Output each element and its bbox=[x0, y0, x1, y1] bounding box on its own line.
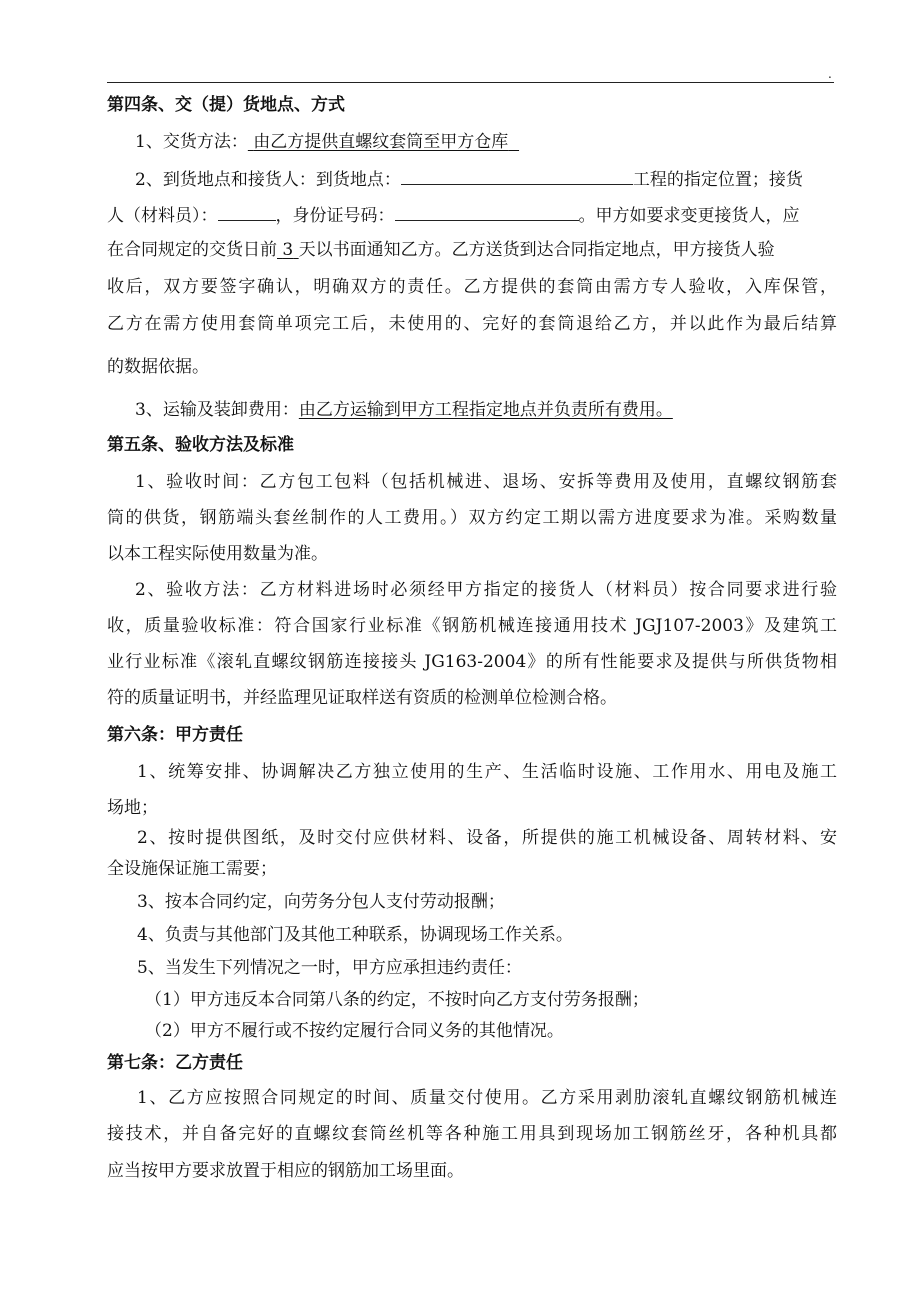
s4-transport-cost-label: 3、运输及装卸费用： bbox=[135, 400, 299, 420]
s4-transport-cost bbox=[107, 400, 837, 420]
s4-receiver-text-c: 人（材料员）： bbox=[107, 206, 218, 226]
s6-item-1-line-2: 场地； bbox=[107, 798, 158, 818]
s4-delivery-method-value: 由乙方提供直螺纹套筒至甲方仓库 bbox=[253, 132, 509, 152]
s4-transport-cost-value: 由乙方运输到甲方工程指定地点并负责所有费用。 bbox=[298, 400, 673, 420]
s5-inspection-method-line-2: 收，质量验收标准：符合国家行业标准《钢筋机械连接通用技术 JGJ107-2003》及建筑工 bbox=[107, 616, 837, 636]
s6-item-4: 4、负责与其他部门及其他工种联系，协调现场工作关系。 bbox=[137, 925, 573, 945]
s5-inspection-time-line-2: 筒的供货，钢筋端头套丝制作的人工费用。）双方约定工期以需方进度要求为准。采购数量 bbox=[107, 508, 837, 528]
s6-item-2-line-1: 2、按时提供图纸，及时交付应供材料、设备，所提供的施工机械设备、周转材料、安 bbox=[137, 828, 837, 848]
s4-delivery-method bbox=[107, 132, 837, 152]
s5-inspection-method-line-3: 业行业标准《滚轧直螺纹钢筋连接接头 JG163-2004》的所有性能要求及提供与所供货物相 bbox=[107, 652, 837, 672]
s5-inspection-method-line-4: 符的质量证明书，并经监理见证取样送有资质的检测单位检测合格。 bbox=[107, 688, 617, 708]
s6-item-5: 5、当发生下列情况之一时，甲方应承担违约责任： bbox=[137, 958, 522, 978]
id-number-blank bbox=[395, 204, 579, 221]
section-6-title: 第六条：甲方责任 bbox=[107, 725, 243, 745]
s5-inspection-time-line-3: 以本工程实际使用数量为准。 bbox=[107, 544, 328, 564]
s7-item-1-line-1: 1、乙方应按照合同规定的时间、质量交付使用。乙方采用剥肋滚轧直螺纹钢筋机械连 bbox=[137, 1088, 837, 1108]
s4-receiver-line-6: 的数据依据。 bbox=[107, 357, 209, 377]
s4-receiver-text-b: 工程的指定位置；接货 bbox=[632, 170, 803, 190]
s6-item-1-line-1: 1、统筹安排、协调解决乙方独立使用的生产、生活临时设施、工作用水、用电及施工 bbox=[137, 762, 837, 782]
header-dot: . bbox=[828, 67, 832, 81]
s4-receiver-text-f: 在合同规定的交货日前 bbox=[107, 240, 277, 260]
s4-receiver-text-e: 。甲方如要求变更接货人，应 bbox=[578, 206, 800, 226]
s4-receiver-text-d: ，身份证号码： bbox=[275, 206, 395, 226]
s6-item-3: 3、按本合同约定，向劳务分包人支付劳动报酬； bbox=[137, 892, 505, 912]
s4-receiver-text-g: 天以书面通知乙方。乙方送货到达合同指定地点，甲方接货人验 bbox=[298, 240, 775, 260]
s7-item-1-line-2: 接技术，并自备完好的直螺纹套筒丝机等各种施工用具到现场加工钢筋丝牙，各种机具都 bbox=[107, 1124, 837, 1144]
s4-receiver-line-3 bbox=[107, 240, 837, 260]
s5-inspection-time-line-1: 1、验收时间：乙方包工包料（包括机械进、退场、安拆等费用及使用，直螺纹钢筋套 bbox=[135, 472, 837, 492]
s6-item-5-sub-2: （2）甲方不履行或不按约定履行合同义务的其他情况。 bbox=[145, 1021, 564, 1041]
s5-inspection-method-line-1: 2、验收方法：乙方材料进场时必须经甲方指定的接货人（材料员）按合同要求进行验 bbox=[135, 580, 837, 600]
s7-item-1-line-3: 应当按甲方要求放置于相应的钢筋加工场里面。 bbox=[107, 1161, 464, 1181]
s6-item-2-line-2: 全设施保证施工需要； bbox=[107, 859, 277, 879]
notice-days-value: 3 bbox=[282, 240, 294, 260]
s4-receiver-line-4: 收后，双方要签字确认，明确双方的责任。乙方提供的套筒由需方专人验收，入库保管， bbox=[107, 277, 837, 297]
s4-receiver-line-2 bbox=[107, 204, 837, 226]
s6-item-5-sub-1: （1）甲方违反本合同第八条的约定，不按时向乙方支付劳务报酬； bbox=[145, 990, 649, 1010]
s4-receiver-line-5: 乙方在需方使用套筒单项完工后，未使用的、完好的套筒退给乙方，并以此作为最后结算 bbox=[107, 314, 837, 334]
s4-receiver-text-a: 2、到货地点和接货人：到货地点： bbox=[135, 170, 401, 190]
section-7-title: 第七条：乙方责任 bbox=[107, 1053, 243, 1073]
material-clerk-blank bbox=[218, 204, 276, 221]
s4-receiver-line-1 bbox=[107, 168, 837, 190]
section-5-title: 第五条、验收方法及标准 bbox=[107, 435, 294, 455]
header-rule bbox=[107, 82, 834, 83]
s4-delivery-method-label: 1、交货方法： bbox=[135, 132, 248, 152]
delivery-location-blank bbox=[401, 168, 633, 185]
section-4-title: 第四条、交（提）货地点、方式 bbox=[107, 95, 345, 115]
